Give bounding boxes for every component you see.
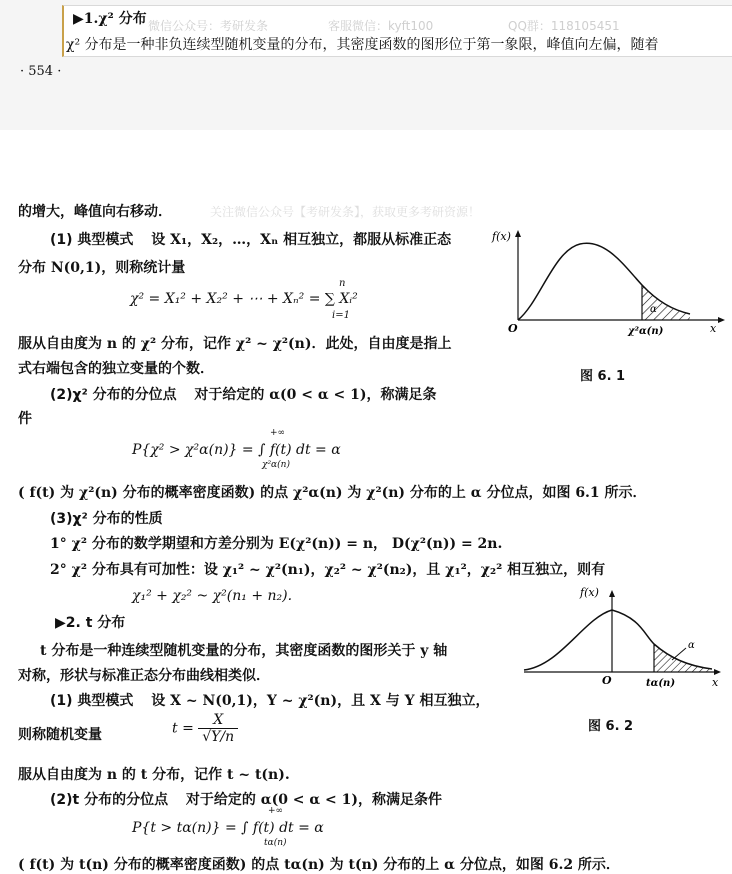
chi-model-label: (1) 典型模式 <box>50 232 134 248</box>
fig1-alpha-label: α <box>650 304 657 315</box>
fig1-xlabel: x <box>710 322 717 335</box>
t-int-upper: +∞ <box>268 806 284 816</box>
chi-quantile-def: ( f(t) 为 χ²(n) 分布的概率密度函数) 的点 χ²α(n) 为 χ²(n) 分布的上 α 分位点，如图 6.1 所示． <box>18 485 647 501</box>
chi-quantile-label: (2)χ² 分布的分位点 <box>50 387 177 403</box>
t-quantile-equation: P{t > tα(n)} = ∫ f(t) dt = α <box>132 820 324 836</box>
figure-6-2-caption: 图 6. 2 <box>588 719 634 734</box>
chi-int-lower: χ²α(n) <box>262 460 290 470</box>
t-intro-line2: 对称，形状与标准正态分布曲线相类似． <box>18 668 270 684</box>
chi-model-text: 设 X₁，X₂，…，Xₙ 相互独立，都服从标准正态 <box>151 232 452 248</box>
chi-properties-label: (3)χ² 分布的性质 <box>50 511 163 527</box>
chi-model-text2: 分布 N(0,1)，则称统计量 <box>18 260 186 276</box>
t-eq-numerator: X <box>198 712 238 729</box>
figure-chi-square-density <box>488 222 728 352</box>
x-axis-arrow <box>714 669 721 675</box>
t-eq-denominator: √Y/n <box>202 729 235 745</box>
chi-property-1: 1° χ² 分布的数学期望和方差分别为 E(χ²(n)) = n， D(χ²(n)) = 2n. <box>50 536 503 552</box>
figure-t-density <box>520 582 725 700</box>
fig2-quantile-label: tα(n) <box>646 678 676 689</box>
chi-section-heading: ▶1.χ² 分布 <box>73 11 147 27</box>
y-axis-arrow <box>609 590 615 597</box>
t-quantile-text: 对于给定的 α(0 < α < 1)，称满足条件 <box>185 792 443 808</box>
t-model-text2: 则称随机变量 <box>18 727 102 743</box>
alpha-pointer <box>672 648 686 660</box>
watermark-qq: QQ群：118105451 <box>508 19 620 33</box>
chi-sum-upper: n <box>339 278 346 289</box>
t-quantile-label: (2)t 分布的分位点 <box>50 792 169 808</box>
fig2-xlabel: x <box>712 676 719 689</box>
chi-property-2-equation: χ₁² + χ₂² ~ χ²(n₁ + n₂). <box>132 588 293 604</box>
text-line: 的增大，峰值向右移动． <box>18 204 172 220</box>
watermark-service: 客服微信：kyft100 <box>328 19 434 33</box>
t-eq-fraction <box>198 712 238 745</box>
chi-sum-lower: i=1 <box>332 310 350 321</box>
fig1-ylabel: f(x) <box>492 230 511 243</box>
chi-def-line1: 服从自由度为 n 的 χ² 分布，记作 χ² ~ χ²(n)．此处，自由度是指上 <box>18 336 452 352</box>
t-def: 服从自由度为 n 的 t 分布，记作 t ~ t(n). <box>18 767 290 783</box>
fig2-alpha-label: α <box>688 640 695 651</box>
page-watermark: 关注微信公众号【考研发条】，获取更多考研资源！ <box>210 205 481 219</box>
fig1-quantile-label: χ²α(n) <box>628 326 664 337</box>
fig1-origin: O <box>508 322 518 335</box>
t-intro-line1: t 分布是一种连续型随机变量的分布，其密度函数的图形关于 y 轴 <box>40 643 448 659</box>
t-model-text: 设 X ~ N(0,1)，Y ~ χ²(n)，且 X 与 Y 相互独立， <box>151 693 490 709</box>
chi-intro-line: χ² 分布是一种非负连续型随机变量的分布，其密度函数的图形位于第一象限，峰值向左偏，随着 <box>66 37 659 53</box>
fig2-ylabel: f(x) <box>580 586 599 599</box>
chi-quantile-equation: P{χ² > χ²α(n)} = ∫ f(t) dt = α <box>132 442 341 458</box>
figure-6-1-caption: 图 6. 1 <box>580 369 626 384</box>
t-model-label: (1) 典型模式 <box>50 693 134 709</box>
chi-property-2: 2° χ² 分布具有可加性：设 χ₁² ~ χ²(n₁)，χ₂² ~ χ²(n₂)，且 χ₁²，χ₂² 相互独立，则有 <box>50 562 606 578</box>
fig2-origin: O <box>602 674 612 687</box>
chi-equation: χ² = X₁² + X₂² + ⋯ + Xₙ² = ∑ Xᵢ² <box>130 291 358 307</box>
t-int-lower: tα(n) <box>264 838 287 848</box>
t-section-heading: ▶2. t 分布 <box>55 615 126 631</box>
x-axis-arrow <box>718 317 725 323</box>
chi-def-line2: 式右端包含的独立变量的个数． <box>18 361 214 377</box>
chi-quantile-text2: 件 <box>18 411 32 427</box>
y-axis-arrow <box>515 230 521 237</box>
t-eq-lhs: t = <box>172 720 194 737</box>
t-equation <box>172 712 238 745</box>
chi-int-upper: +∞ <box>270 428 286 438</box>
page-number: · 554 · <box>20 64 62 79</box>
chi-quantile-text: 对于给定的 α(0 < α < 1)，称满足条 <box>194 387 437 403</box>
density-curve <box>524 610 712 670</box>
watermark-wechat: 微信公众号：考研发条 <box>148 19 269 33</box>
t-quantile-def: ( f(t) 为 t(n) 分布的概率密度函数) 的点 tα(n) 为 t(n) 分布的上 α 分位点，如图 6.2 所示． <box>18 857 620 873</box>
